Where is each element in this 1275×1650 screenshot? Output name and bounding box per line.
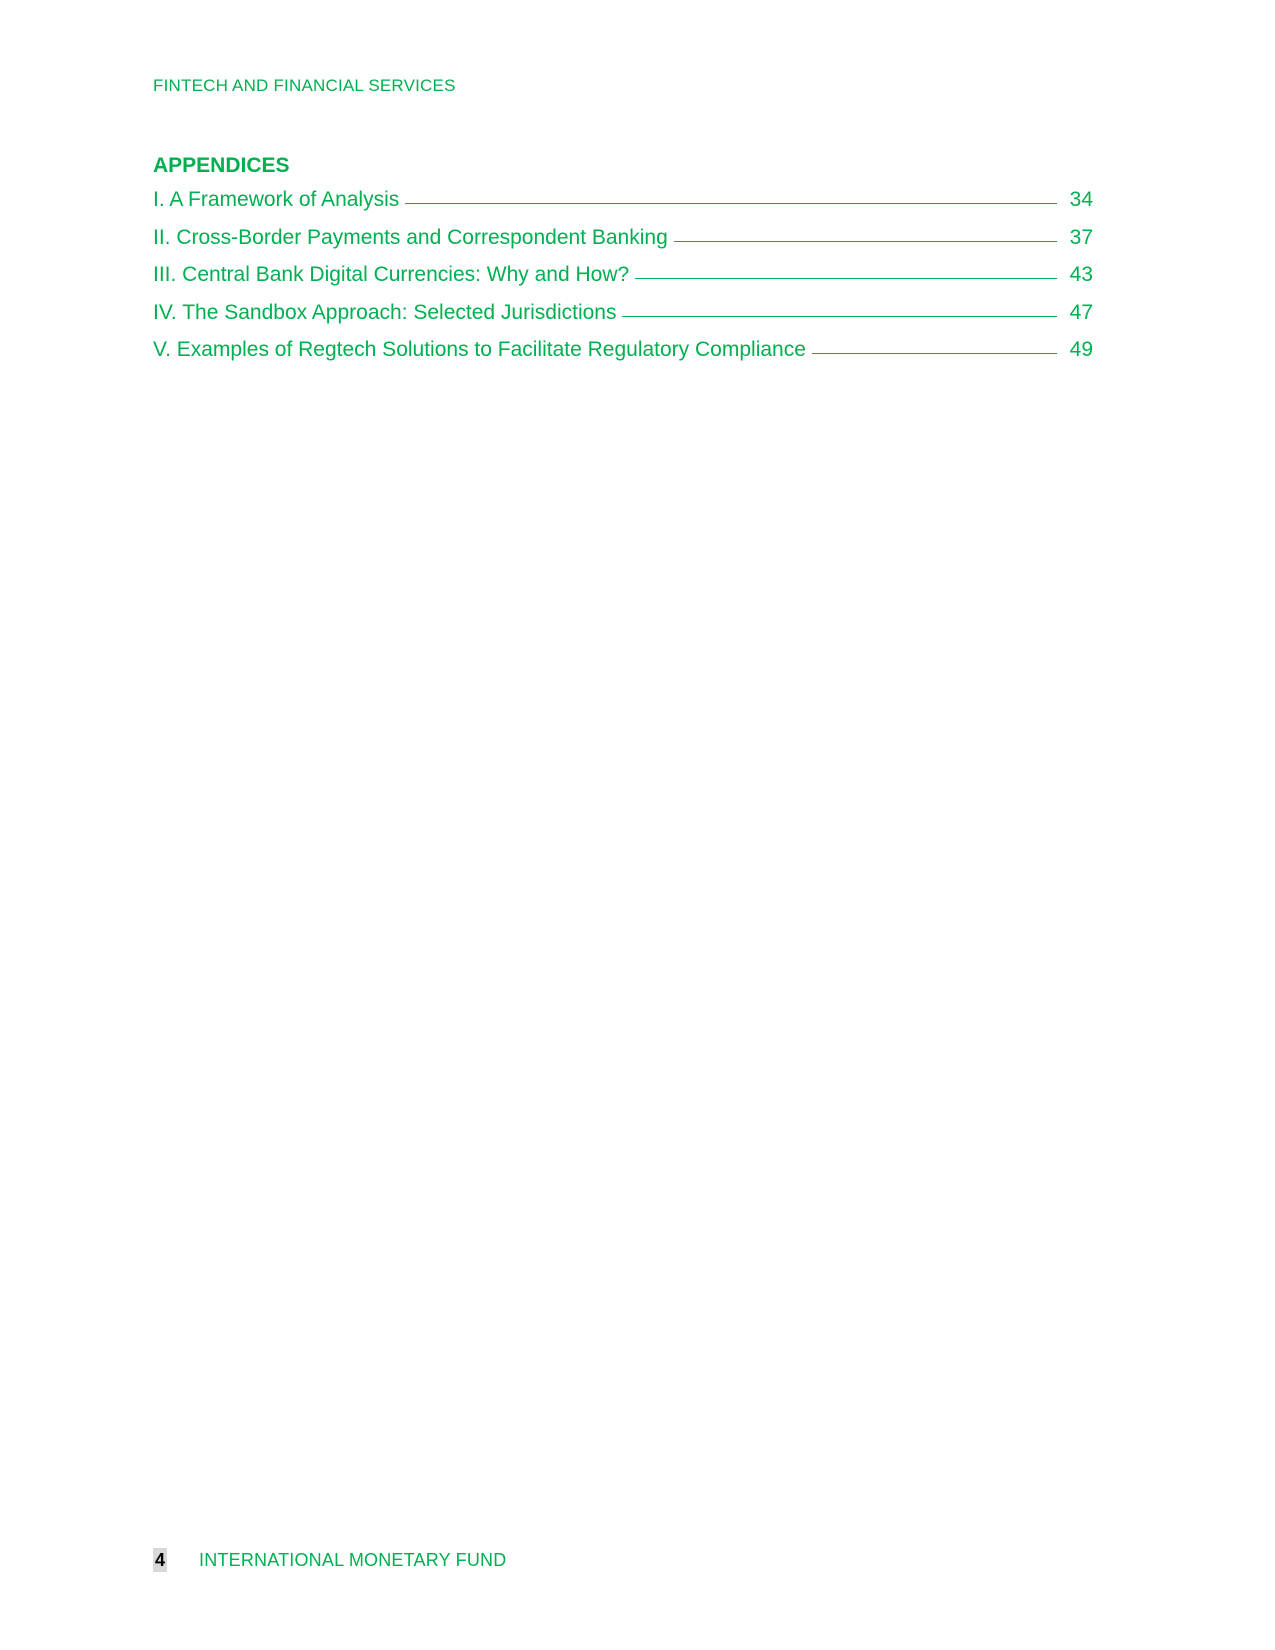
toc-entry[interactable] (153, 338, 1093, 376)
page-number: 4 (155, 1550, 166, 1570)
toc-leader-line (405, 203, 1057, 204)
toc-entry[interactable] (153, 226, 1093, 264)
toc-entry-label: I. A Framework of Analysis (153, 188, 400, 211)
toc-entry-page: 37 (1069, 225, 1093, 249)
toc-leader-line (635, 278, 1057, 279)
toc-entry-label: II. Cross-Border Payments and Correspondent Banking (153, 225, 668, 249)
toc-leader-line (622, 316, 1057, 317)
toc-entry-page: 43 (1069, 263, 1093, 286)
toc-leader-line (674, 241, 1057, 242)
toc-leader-line (812, 353, 1057, 354)
appendices-heading: APPENDICES (153, 154, 290, 177)
toc-entry[interactable] (153, 301, 1093, 339)
toc-entry-page: 49 (1069, 338, 1093, 361)
footer-organization: INTERNATIONAL MONETARY FUND (199, 1549, 507, 1570)
toc-entry-page: 47 (1069, 300, 1093, 324)
toc-entry-label: V. Examples of Regtech Solutions to Facilitate Regulatory Compliance (153, 338, 806, 361)
toc-entry-label: III. Central Bank Digital Currencies: Why and How? (153, 263, 630, 286)
toc-entry-page: 34 (1069, 188, 1093, 211)
toc-entry[interactable] (153, 188, 1093, 226)
toc-entry[interactable] (153, 263, 1093, 301)
page-footer (153, 1548, 506, 1572)
toc-entry-label: IV. The Sandbox Approach: Selected Jurisdictions (153, 300, 617, 324)
appendices-toc (153, 188, 1093, 376)
running-header: FINTECH AND FINANCIAL SERVICES (153, 76, 456, 95)
